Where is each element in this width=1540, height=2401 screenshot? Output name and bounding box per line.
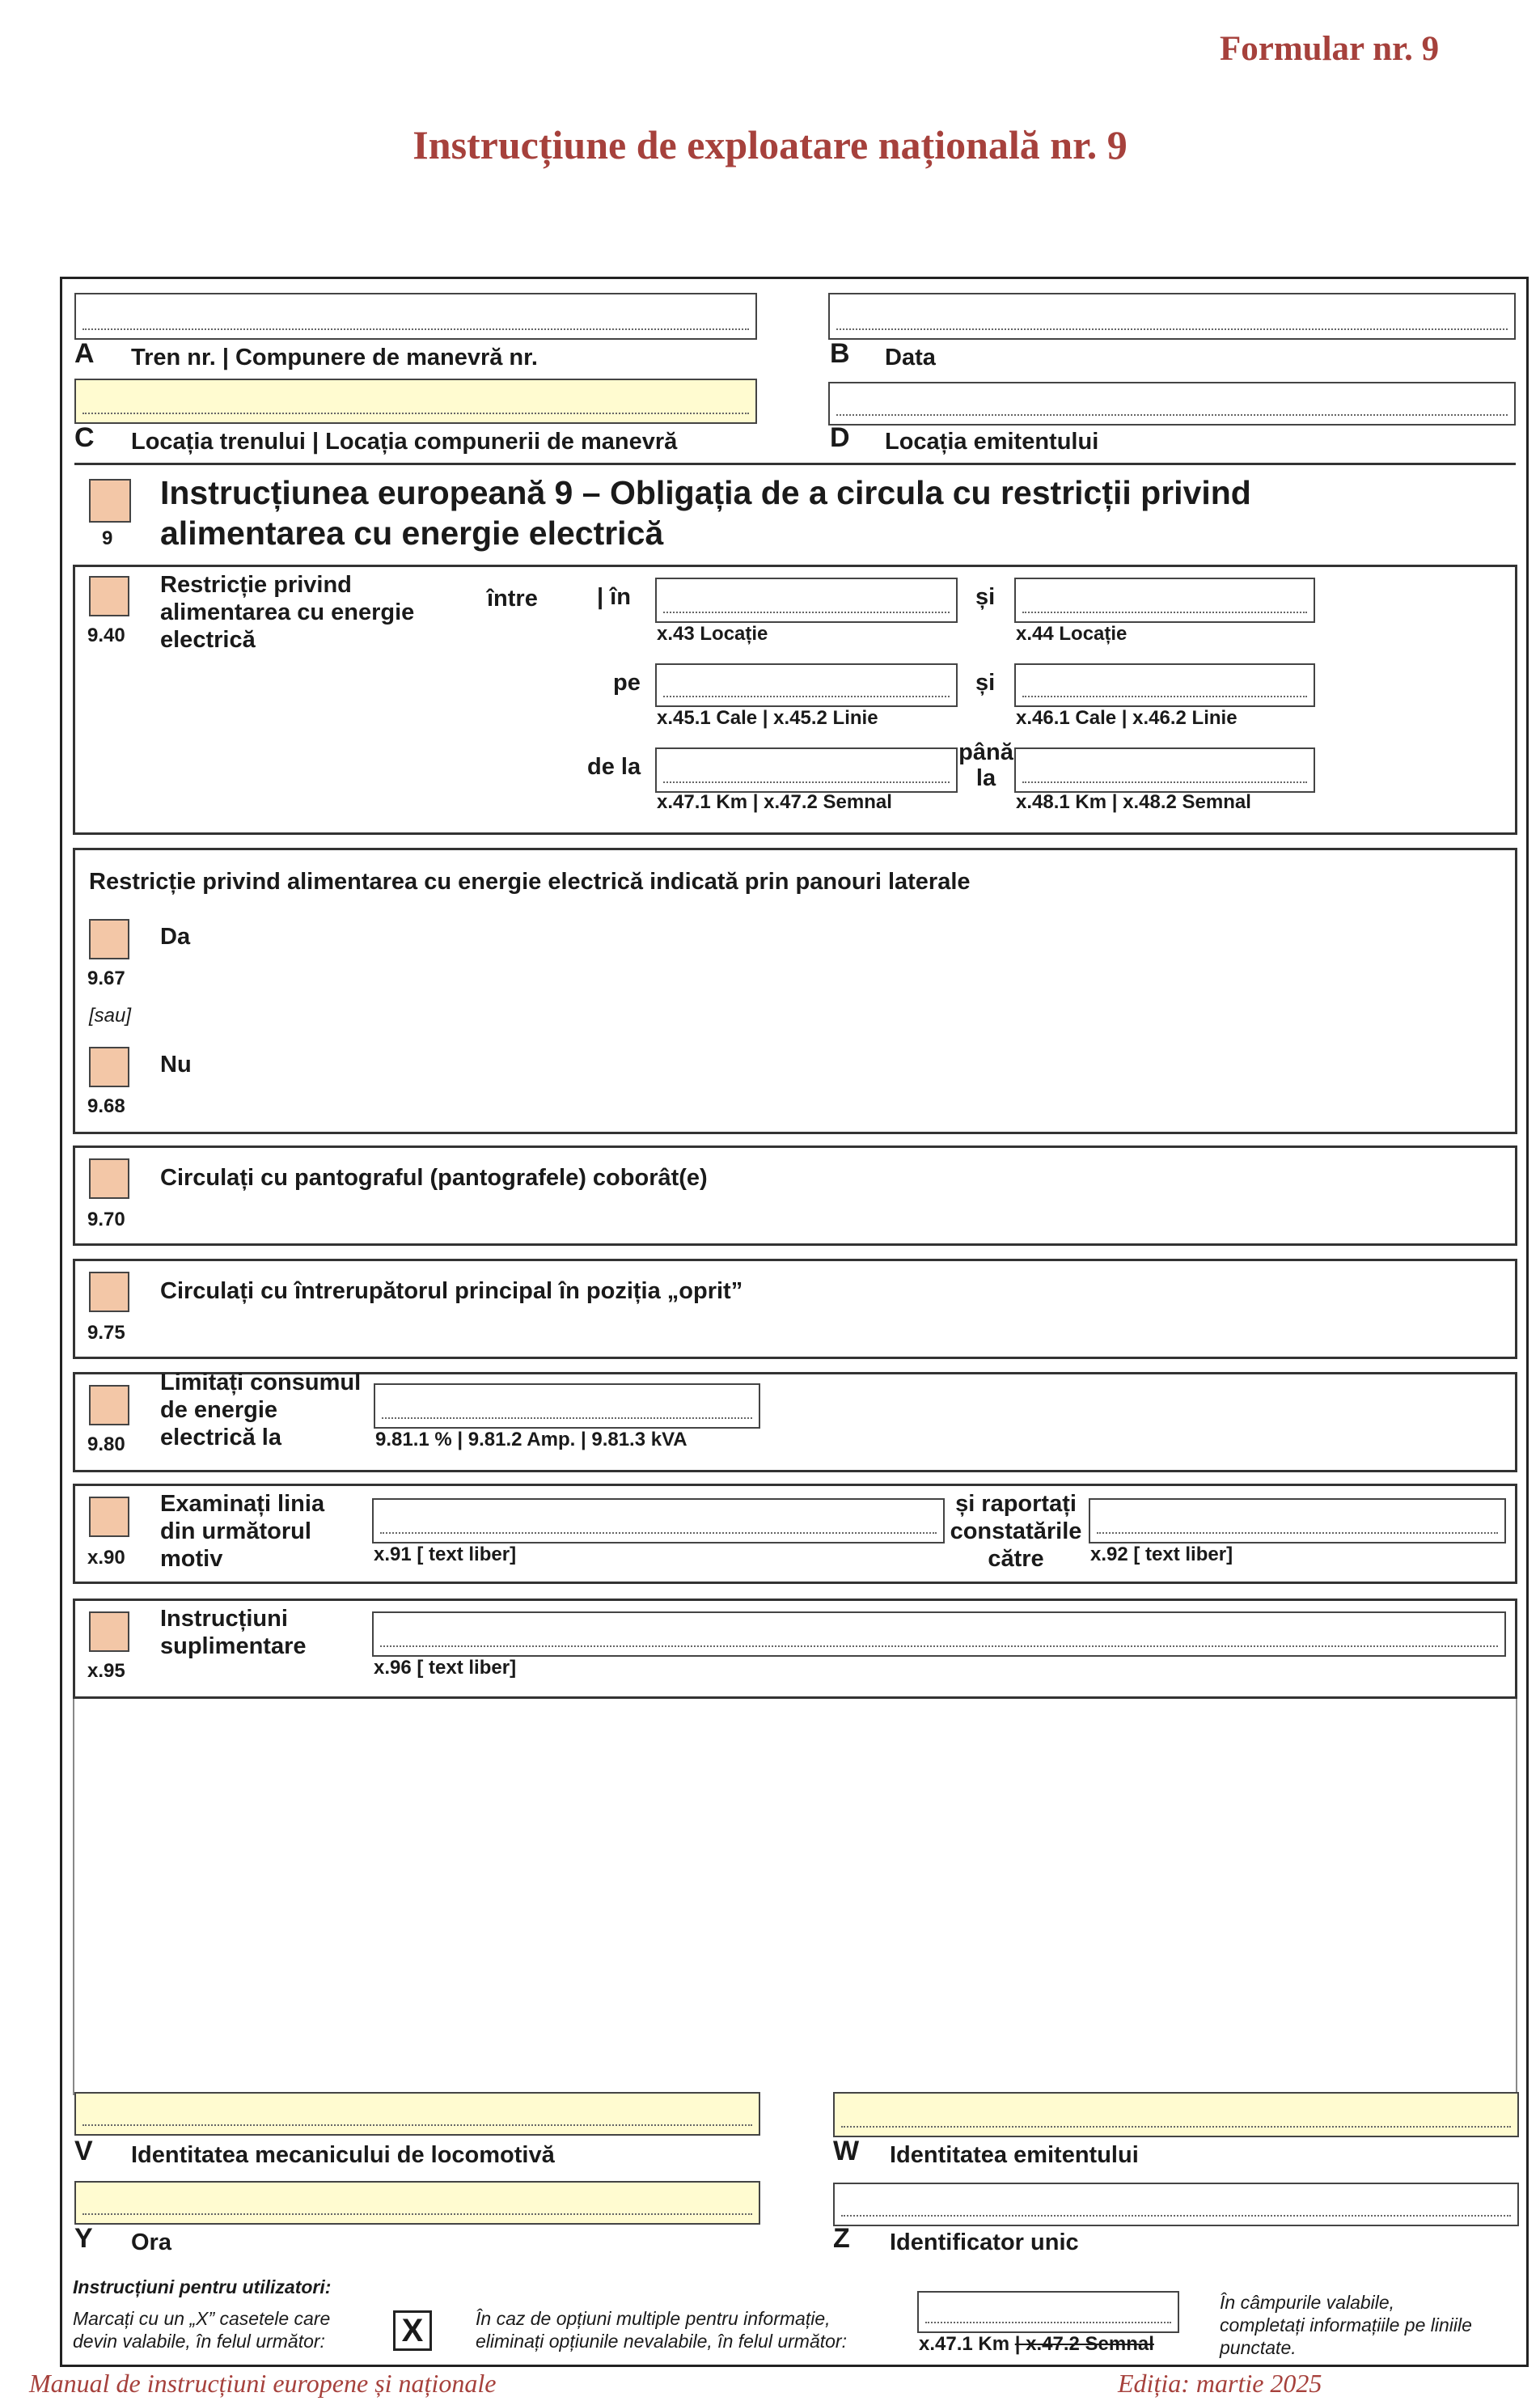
x981-label: 9.81.1 % | 9.81.2 Amp. | 9.81.3 kVA bbox=[375, 1429, 688, 1450]
label-9-80-line2: de energie bbox=[160, 1397, 278, 1423]
label-9-40-line1: Restricție privind bbox=[160, 572, 352, 598]
instructions-heading: Instrucțiuni pentru utilizatori: bbox=[73, 2276, 332, 2297]
checkbox-9-67[interactable] bbox=[89, 919, 129, 959]
label-x95 bbox=[160, 1605, 307, 1660]
x-mark-example: X bbox=[393, 2310, 432, 2351]
label-9-70: Circulați cu pantograful (pantografele) coborât(e) bbox=[160, 1165, 708, 1191]
checkbox-x90[interactable] bbox=[89, 1497, 129, 1537]
x43-input[interactable] bbox=[655, 578, 958, 623]
x45-input[interactable] bbox=[655, 663, 958, 707]
frame-rule-right bbox=[1516, 1699, 1517, 2095]
x91-label-text: x.91 [ text liber] bbox=[374, 1544, 517, 1565]
x48-label: x.48.1 Km | x.48.2 Semnal bbox=[1016, 791, 1251, 813]
example-label bbox=[919, 2333, 1154, 2356]
field-b-label: Data bbox=[885, 345, 936, 371]
instructions-optiuni-line2: eliminați opțiunile nevalabile, în felul următor: bbox=[476, 2331, 847, 2352]
label-la: la bbox=[975, 765, 996, 791]
code-9-68: 9.68 bbox=[87, 1095, 125, 1117]
x91-label bbox=[374, 1544, 516, 1566]
label-9-75: Circulați cu întrerupătorul principal în poziția „oprit” bbox=[160, 1278, 743, 1304]
x46-input[interactable] bbox=[1014, 663, 1315, 707]
label-raportati-line2: constatările bbox=[950, 1518, 1082, 1544]
label-sau: [sau] bbox=[89, 1005, 132, 1027]
instructions-campuri bbox=[1220, 2291, 1472, 2359]
x47-input[interactable] bbox=[655, 747, 958, 793]
label-9-80-line3: electrică la bbox=[160, 1425, 281, 1450]
form-number: Formular nr. 9 bbox=[1220, 30, 1440, 68]
label-nu: Nu bbox=[160, 1052, 192, 1078]
divider bbox=[74, 463, 1516, 465]
x92-input[interactable] bbox=[1089, 1498, 1506, 1544]
section-9-title-line1: Instrucțiunea europeană 9 – Obligația de a circula cu restricții privind bbox=[160, 474, 1251, 511]
x45-label: x.45.1 Cale | x.45.2 Linie bbox=[657, 707, 878, 729]
label-pana-la bbox=[958, 739, 1014, 791]
footer-right: Ediția: martie 2025 bbox=[1118, 2369, 1322, 2398]
label-intre: între bbox=[487, 586, 538, 612]
label-9-40-line3: electrică bbox=[160, 627, 256, 653]
code-9: 9 bbox=[102, 527, 113, 549]
panouri-title: Restricție privind alimentarea cu energie electrică indicată prin panouri laterale bbox=[89, 869, 971, 895]
field-c-letter: C bbox=[74, 422, 95, 453]
x91-input[interactable] bbox=[372, 1498, 945, 1544]
instructions-campuri-line1: În câmpurile valabile, bbox=[1220, 2292, 1395, 2313]
instructions-optiuni-line1: În caz de opțiuni multiple pentru informație, bbox=[476, 2308, 831, 2329]
checkbox-9-80[interactable] bbox=[89, 1385, 129, 1425]
label-raportati-line3: către bbox=[988, 1546, 1044, 1572]
code-9-70: 9.70 bbox=[87, 1209, 125, 1230]
field-a-input[interactable] bbox=[74, 293, 757, 340]
field-v-input[interactable] bbox=[74, 2092, 760, 2136]
section-9-title-line2: alimentarea cu energie electrică bbox=[160, 514, 664, 552]
label-x90-line2: din următorul bbox=[160, 1518, 311, 1544]
field-b-input[interactable] bbox=[828, 293, 1516, 340]
label-9-40 bbox=[160, 571, 414, 654]
checkbox-9-40[interactable] bbox=[89, 576, 129, 616]
field-y-input[interactable] bbox=[74, 2181, 760, 2225]
x48-input[interactable] bbox=[1014, 747, 1315, 793]
x981-input[interactable] bbox=[374, 1383, 760, 1429]
checkbox-9[interactable] bbox=[89, 479, 131, 523]
field-v-letter: V bbox=[74, 2136, 93, 2166]
label-x90-line1: Examinați linia bbox=[160, 1491, 325, 1517]
example-strike: | x.47.2 Semnal bbox=[1014, 2333, 1154, 2355]
label-raportati bbox=[948, 1490, 1084, 1573]
field-d-letter: D bbox=[830, 422, 850, 453]
instructions-marcati bbox=[73, 2307, 330, 2352]
label-si-1: și bbox=[975, 584, 996, 610]
x43-label: x.43 Locație bbox=[657, 623, 768, 645]
x96-label: x.96 [ text liber] bbox=[374, 1657, 517, 1679]
instructions-marcati-line2: devin valabile, în felul următor: bbox=[73, 2331, 325, 2352]
label-9-80-line1: Limitați consumul bbox=[160, 1370, 362, 1395]
frame-rule-left bbox=[73, 1699, 74, 2095]
x46-label: x.46.1 Cale | x.46.2 Linie bbox=[1016, 707, 1238, 729]
x44-label: x.44 Locație bbox=[1016, 623, 1128, 645]
field-w-label: Identitatea emitentului bbox=[890, 2142, 1139, 2168]
field-w-input[interactable] bbox=[833, 2092, 1519, 2137]
field-w-letter: W bbox=[833, 2136, 860, 2166]
code-9-40: 9.40 bbox=[87, 625, 125, 646]
code-9-75: 9.75 bbox=[87, 1322, 125, 1344]
field-c-label: Locația trenului | Locația compunerii de manevră bbox=[131, 429, 678, 455]
label-9-40-line2: alimentarea cu energie bbox=[160, 599, 415, 625]
instructions-campuri-line3: punctate. bbox=[1220, 2337, 1297, 2358]
code-x90: x.90 bbox=[87, 1547, 125, 1569]
x92-label: x.92 [ text liber] bbox=[1090, 1544, 1233, 1565]
x96-input[interactable] bbox=[372, 1611, 1506, 1657]
code-x95: x.95 bbox=[87, 1660, 125, 1682]
checkbox-9-75[interactable] bbox=[89, 1272, 129, 1312]
checkbox-x95[interactable] bbox=[89, 1611, 129, 1652]
x44-input[interactable] bbox=[1014, 578, 1315, 623]
panel-9-75 bbox=[73, 1259, 1517, 1359]
label-si-2: și bbox=[975, 670, 996, 696]
x47-label: x.47.1 Km | x.47.2 Semnal bbox=[657, 791, 892, 813]
section-9-title bbox=[160, 472, 1251, 553]
example-km: x.47.1 Km bbox=[919, 2333, 1010, 2355]
field-z-letter: Z bbox=[833, 2223, 850, 2254]
field-z-label: Identificator unic bbox=[890, 2230, 1079, 2255]
field-y-letter: Y bbox=[74, 2223, 93, 2254]
label-x90-line3: motiv bbox=[160, 1546, 223, 1572]
field-d-input[interactable] bbox=[828, 382, 1516, 426]
code-9-67: 9.67 bbox=[87, 968, 125, 989]
page-title: Instrucțiune de exploatare națională nr. 9 bbox=[412, 122, 1128, 167]
label-de-la: de la bbox=[587, 754, 641, 780]
field-v-label: Identitatea mecanicului de locomotivă bbox=[131, 2142, 555, 2168]
instructions-campuri-line2: completați informațiile pe liniile bbox=[1220, 2314, 1472, 2335]
label-pe: pe bbox=[613, 670, 641, 696]
panel-9-70 bbox=[73, 1145, 1517, 1246]
label-x95-line2: suplimentare bbox=[160, 1633, 307, 1659]
label-9-80 bbox=[160, 1369, 361, 1451]
field-a-label: Tren nr. | Compunere de manevră nr. bbox=[131, 345, 538, 371]
field-c-input[interactable] bbox=[74, 379, 757, 424]
label-da: Da bbox=[160, 924, 191, 950]
instructions-marcati-line1: Marcați cu un „X” casetele care bbox=[73, 2308, 331, 2329]
footer-left: Manual de instrucțiuni europene și naționale bbox=[29, 2369, 497, 2398]
example-field bbox=[917, 2291, 1179, 2333]
instructions-optiuni bbox=[476, 2307, 847, 2352]
label-pana: până bbox=[958, 739, 1013, 765]
field-d-label: Locația emitentului bbox=[885, 429, 1099, 455]
checkbox-9-70[interactable] bbox=[89, 1158, 129, 1199]
field-b-letter: B bbox=[830, 338, 850, 369]
label-x90 bbox=[160, 1490, 324, 1573]
label-in: | în bbox=[597, 584, 631, 610]
field-a-letter: A bbox=[74, 338, 95, 369]
code-9-80: 9.80 bbox=[87, 1433, 125, 1455]
label-x95-line1: Instrucțiuni bbox=[160, 1606, 288, 1632]
field-y-label: Ora bbox=[131, 2230, 171, 2255]
checkbox-9-68[interactable] bbox=[89, 1047, 129, 1087]
field-z-input[interactable] bbox=[833, 2183, 1519, 2226]
label-raportati-line1: și raportați bbox=[955, 1491, 1077, 1517]
